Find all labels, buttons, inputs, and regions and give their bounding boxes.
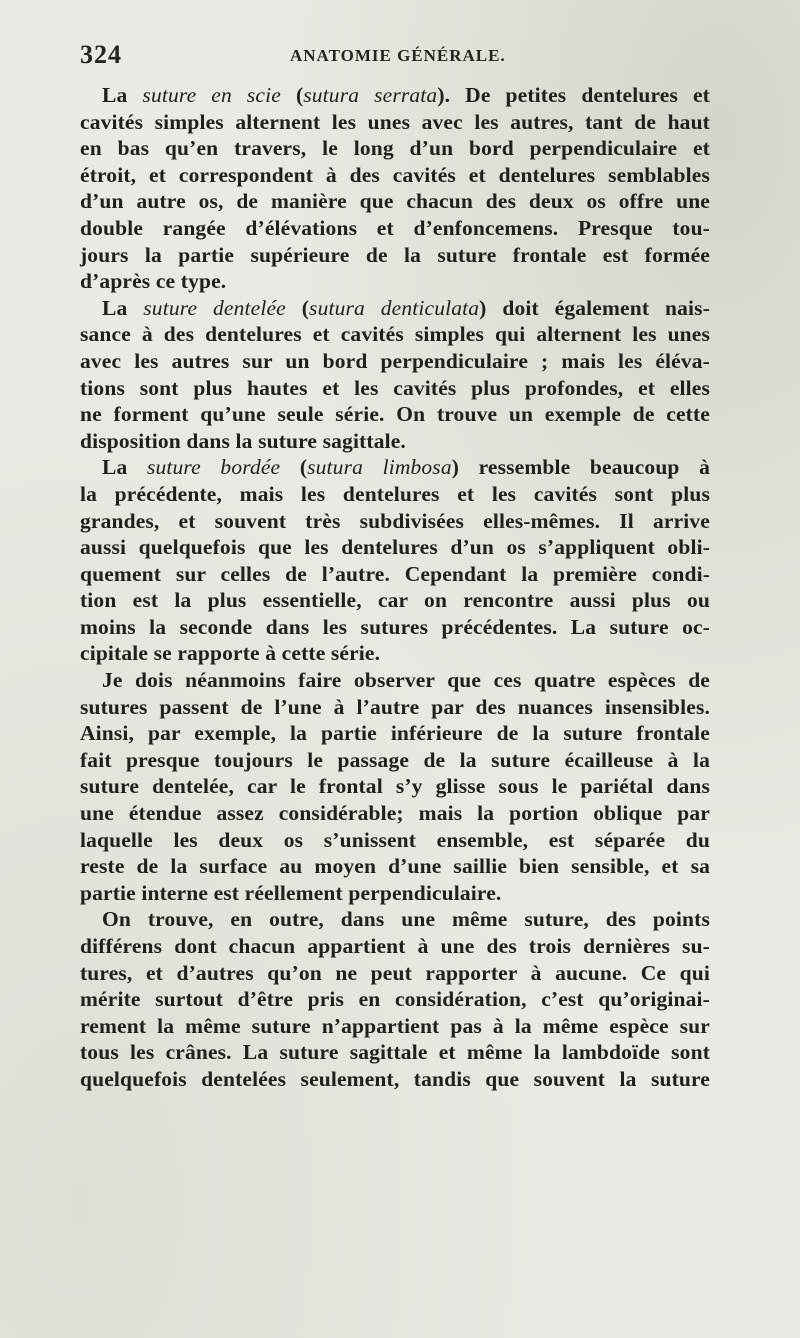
text-run: jours la partie supérieure de la suture frontale est formée [80, 242, 710, 267]
text-run: avec les autres sur un bord perpendiculaire ; mais les éléva- [80, 348, 710, 373]
text-run: tions sont plus hautes et les cavités plus profondes, et elles [80, 375, 710, 400]
text-run: quement sur celles de l’autre. Cependant la première condi- [80, 561, 710, 586]
text-line [80, 348, 710, 375]
text-line [80, 640, 710, 667]
text-line [80, 747, 710, 774]
text-run: La [102, 455, 147, 480]
text-line [80, 986, 710, 1013]
text-run: ). De petites dentelures et [437, 83, 710, 107]
text-run: La [102, 83, 143, 107]
text-run: suture dentelée, car le frontal s’y glisse sous le pariétal dans [80, 774, 710, 799]
text-run: ( [285, 295, 310, 320]
page-header [80, 40, 710, 76]
text-line [80, 401, 710, 428]
text-line [80, 906, 710, 933]
text-line [80, 720, 710, 747]
text-line [80, 82, 710, 109]
text-run: sutures passent de l’une à l’autre par des nuances insensibles. [80, 694, 710, 719]
text-line [80, 880, 710, 907]
text-run: grandes, et souvent très subdivisées elles-mêmes. Il arrive [80, 508, 710, 533]
text-line [80, 667, 710, 694]
text-run: tures, et d’autres qu’on ne peut rapporter à aucune. Ce qui [80, 960, 710, 985]
text-line [80, 242, 710, 269]
text-run: Je dois néanmoins faire observer que ces quatre espèces de [102, 668, 710, 693]
text-line [80, 188, 710, 215]
text-line [80, 215, 710, 242]
body-text [80, 82, 710, 1093]
text-run: moins la seconde dans les sutures précédentes. La suture oc- [80, 614, 710, 639]
text-run: reste de la surface au moyen d’une saillie bien sensible, et sa [80, 854, 710, 879]
text-line [80, 800, 710, 827]
text-run: cavités simples alternent les unes avec les autres, tant de haut [80, 109, 710, 134]
text-line [80, 960, 710, 987]
text-line [80, 933, 710, 960]
text-line [80, 614, 710, 641]
text-run: ne forment qu’une seule série. On trouve un exemple de cette [80, 402, 710, 427]
text-line [80, 321, 710, 348]
text-line [80, 135, 710, 162]
italic-term: suture en scie [142, 83, 281, 107]
text-line [80, 454, 710, 481]
text-line [80, 827, 710, 854]
text-run: La [102, 295, 144, 320]
italic-term: suture bordée [146, 455, 281, 480]
italic-term: sutura limbosa [307, 455, 452, 480]
text-line [80, 694, 710, 721]
text-line [80, 268, 710, 295]
italic-term: suture dentelée [143, 295, 286, 320]
text-run: tous les crânes. La suture sagittale et même la lambdoïde sont [80, 1040, 710, 1065]
page-number: 324 [80, 40, 122, 69]
text-run: cipitale se rapporte à cette série. [80, 641, 381, 666]
text-run: ( [280, 83, 304, 107]
text-run: une étendue assez considérable; mais la portion oblique par [80, 801, 710, 826]
text-run: la précédente, mais les dentelures et les cavités sont plus [80, 481, 710, 506]
text-run: quelquefois dentelées seulement, tandis que souvent la suture [80, 1066, 710, 1091]
text-run: aussi quelquefois que les dentelures d’un os s’appliquent obli- [80, 535, 710, 560]
text-run: d’un autre os, de manière que chacun des deux os offre une [80, 189, 710, 214]
text-line [80, 1013, 710, 1040]
text-line [80, 773, 710, 800]
text-line [80, 587, 710, 614]
text-run: étroit, et correspondent à des cavités et dentelures semblables [80, 162, 710, 187]
text-line [80, 508, 710, 535]
running-head: ANATOMIE GÉNÉRALE. [290, 46, 506, 65]
text-run: mérite surtout d’être pris en considération, c’est qu’originai- [80, 987, 710, 1012]
text-line [80, 561, 710, 588]
text-run: d’après ce type. [80, 269, 227, 294]
text-line [80, 162, 710, 189]
text-line [80, 428, 710, 455]
text-line [80, 109, 710, 136]
text-run: laquelle les deux os s’unissent ensemble, est séparée du [80, 827, 710, 852]
text-run: différens dont chacun appartient à une des trois dernières su- [80, 934, 710, 958]
text-run: Ainsi, par exemple, la partie inférieure de la suture frontale [80, 721, 710, 746]
text-run: double rangée d’élévations et d’enfoncemens. Presque tou- [80, 215, 710, 240]
text-run: partie interne est réellement perpendiculaire. [80, 880, 502, 905]
text-run: ( [280, 455, 308, 480]
text-line [80, 853, 710, 880]
text-run: ) ressemble beaucoup à [451, 455, 711, 480]
text-run: On trouve, en outre, dans une même suture, des points [102, 907, 710, 932]
text-line [80, 375, 710, 402]
text-line [80, 534, 710, 561]
text-run: tion est la plus essentielle, car on rencontre aussi plus ou [80, 588, 710, 613]
text-run: rement la même suture n’appartient pas à la même espèce sur [80, 1013, 710, 1038]
text-line [80, 481, 710, 508]
text-run: disposition dans la suture sagittale. [80, 428, 406, 453]
italic-term: sutura denticulata [309, 295, 480, 320]
text-run: en bas qu’en travers, le long d’un bord perpendiculaire et [80, 136, 710, 161]
text-line [80, 1039, 710, 1066]
text-line [80, 1066, 710, 1093]
text-run: fait presque toujours le passage de la suture écailleuse à la [80, 747, 710, 772]
text-run: sance à des dentelures et cavités simples qui alternent les unes [80, 322, 710, 347]
text-run: ) doit également nais- [479, 295, 711, 320]
italic-term: sutura serrata [303, 83, 438, 107]
text-line [80, 295, 710, 322]
